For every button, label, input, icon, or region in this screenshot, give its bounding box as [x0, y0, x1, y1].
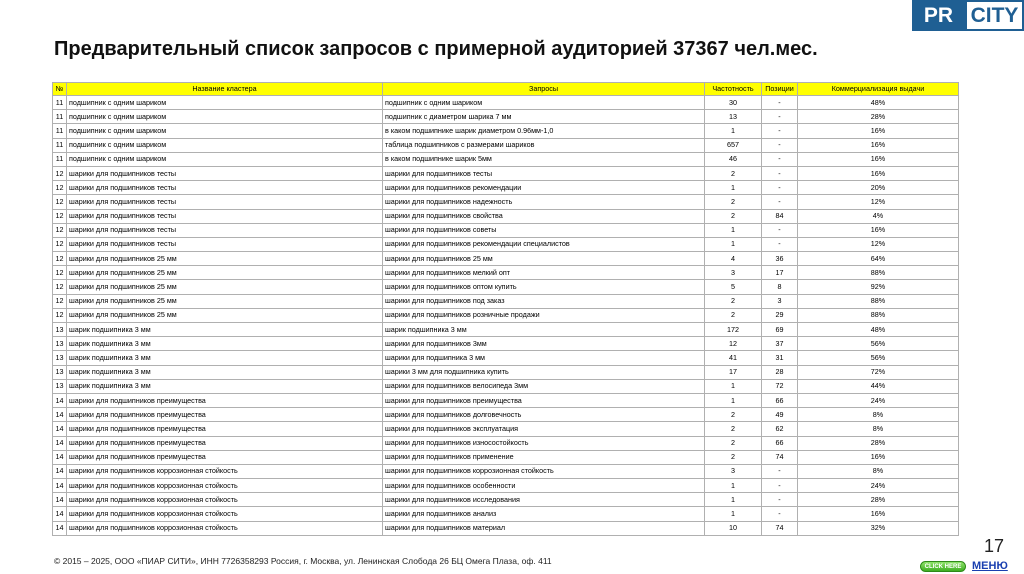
cell-cluster: шарик подшипника 3 мм [67, 323, 383, 337]
cell-number: 12 [53, 181, 67, 195]
cell-cluster: шарики для подшипников 25 мм [67, 308, 383, 322]
cell-number: 12 [53, 294, 67, 308]
cell-commercial: 20% [798, 181, 959, 195]
cell-commercial: 8% [798, 408, 959, 422]
table-row [53, 308, 959, 322]
cell-frequency: 1 [705, 237, 762, 251]
cell-number: 12 [53, 166, 67, 180]
cell-position: - [762, 124, 798, 138]
cell-cluster: шарики для подшипников коррозионная стойкость [67, 521, 383, 535]
cell-commercial: 56% [798, 351, 959, 365]
cell-cluster: шарик подшипника 3 мм [67, 379, 383, 393]
table-row [53, 223, 959, 237]
cell-commercial: 8% [798, 422, 959, 436]
cell-commercial: 88% [798, 308, 959, 322]
cell-frequency: 1 [705, 379, 762, 393]
cell-position: - [762, 152, 798, 166]
cell-commercial: 28% [798, 493, 959, 507]
cell-commercial: 8% [798, 464, 959, 478]
cell-frequency: 2 [705, 166, 762, 180]
cell-number: 12 [53, 209, 67, 223]
cell-query: шарики для подшипников исследования [383, 493, 705, 507]
cell-cluster: шарики для подшипников тесты [67, 195, 383, 209]
table-row [53, 323, 959, 337]
cell-cluster: шарики для подшипников преимущества [67, 436, 383, 450]
cell-number: 14 [53, 521, 67, 535]
cell-position: - [762, 96, 798, 110]
cell-frequency: 1 [705, 124, 762, 138]
cell-position: 66 [762, 393, 798, 407]
cell-query: таблица подшипников с размерами шариков [383, 138, 705, 152]
table-row [53, 237, 959, 251]
cell-position: 37 [762, 337, 798, 351]
cell-position: - [762, 195, 798, 209]
cell-position: 62 [762, 422, 798, 436]
cell-frequency: 17 [705, 365, 762, 379]
col-header-commercial: Коммерциализация выдачи [798, 83, 959, 96]
cell-position: 31 [762, 351, 798, 365]
cell-query: шарики для подшипников рекомендации [383, 181, 705, 195]
cell-query: шарики для подшипников велосипеда 3мм [383, 379, 705, 393]
cell-position: 8 [762, 280, 798, 294]
cell-query: шарики для подшипников под заказ [383, 294, 705, 308]
cell-position: - [762, 181, 798, 195]
cell-position: 72 [762, 379, 798, 393]
col-header-cluster: Название кластера [67, 83, 383, 96]
table-row [53, 209, 959, 223]
page-title: Предварительный список запросов с примерной аудиторией 37367 чел.мес. [54, 38, 818, 60]
cell-commercial: 88% [798, 266, 959, 280]
cell-number: 12 [53, 308, 67, 322]
cell-position: - [762, 110, 798, 124]
table-row [53, 152, 959, 166]
cell-commercial: 4% [798, 209, 959, 223]
cell-position: - [762, 493, 798, 507]
cell-query: подшипник с диаметром шарика 7 мм [383, 110, 705, 124]
cell-number: 14 [53, 393, 67, 407]
cell-query: шарики для подшипников коррозионная стойкость [383, 464, 705, 478]
cell-frequency: 4 [705, 252, 762, 266]
cell-number: 12 [53, 223, 67, 237]
table-row [53, 110, 959, 124]
cell-commercial: 64% [798, 252, 959, 266]
logo-pr: PR [912, 0, 965, 31]
cell-cluster: шарики для подшипников коррозионная стойкость [67, 507, 383, 521]
cell-position: 74 [762, 450, 798, 464]
cell-commercial: 12% [798, 195, 959, 209]
cell-frequency: 3 [705, 266, 762, 280]
cell-commercial: 28% [798, 110, 959, 124]
cell-frequency: 46 [705, 152, 762, 166]
cell-commercial: 28% [798, 436, 959, 450]
cell-number: 14 [53, 436, 67, 450]
cell-number: 13 [53, 323, 67, 337]
cell-frequency: 1 [705, 393, 762, 407]
cell-cluster: шарик подшипника 3 мм [67, 337, 383, 351]
cell-number: 14 [53, 408, 67, 422]
click-here-button[interactable]: CLICK HERE [920, 561, 966, 572]
cell-number: 11 [53, 110, 67, 124]
cell-query: шарики для подшипников преимущества [383, 393, 705, 407]
cell-commercial: 16% [798, 166, 959, 180]
cell-number: 12 [53, 195, 67, 209]
cell-frequency: 1 [705, 507, 762, 521]
cell-frequency: 10 [705, 521, 762, 535]
table-row [53, 422, 959, 436]
cell-number: 14 [53, 450, 67, 464]
cell-number: 11 [53, 152, 67, 166]
cell-commercial: 16% [798, 152, 959, 166]
cell-frequency: 657 [705, 138, 762, 152]
cell-query: в каком подшипнике шарик 5мм [383, 152, 705, 166]
table-row [53, 379, 959, 393]
cell-position: 84 [762, 209, 798, 223]
col-header-number: № [53, 83, 67, 96]
cell-commercial: 16% [798, 124, 959, 138]
cell-cluster: подшипник с одним шариком [67, 110, 383, 124]
cell-cluster: шарики для подшипников 25 мм [67, 294, 383, 308]
table-row [53, 266, 959, 280]
cell-cluster: шарики для подшипников преимущества [67, 393, 383, 407]
cell-frequency: 1 [705, 223, 762, 237]
cell-frequency: 2 [705, 436, 762, 450]
cell-position: 17 [762, 266, 798, 280]
table-row [53, 280, 959, 294]
cell-query: шарики для подшипников тесты [383, 166, 705, 180]
cell-position: - [762, 166, 798, 180]
table-header-row [53, 83, 959, 96]
table-row [53, 507, 959, 521]
logo-city: CITY [965, 0, 1024, 31]
cell-cluster: подшипник с одним шариком [67, 138, 383, 152]
cell-commercial: 44% [798, 379, 959, 393]
cell-cluster: шарики для подшипников коррозионная стойкость [67, 493, 383, 507]
cell-frequency: 2 [705, 308, 762, 322]
cell-query: шарики для подшипников особенности [383, 479, 705, 493]
cell-position: - [762, 464, 798, 478]
table-row [53, 450, 959, 464]
cell-commercial: 24% [798, 479, 959, 493]
cell-position: - [762, 237, 798, 251]
cell-cluster: шарики для подшипников 25 мм [67, 266, 383, 280]
cell-number: 13 [53, 351, 67, 365]
table-row [53, 96, 959, 110]
cell-cluster: шарики для подшипников преимущества [67, 422, 383, 436]
cell-query: шарики для подшипников свойства [383, 209, 705, 223]
cell-position: 28 [762, 365, 798, 379]
cell-cluster: шарики для подшипников 25 мм [67, 280, 383, 294]
cell-frequency: 13 [705, 110, 762, 124]
cell-query: шарики для подшипников материал [383, 521, 705, 535]
cell-position: - [762, 223, 798, 237]
cell-frequency: 12 [705, 337, 762, 351]
company-logo [912, 0, 1024, 31]
cell-cluster: шарики для подшипников тесты [67, 166, 383, 180]
cell-query: шарики для подшипников эксплуатация [383, 422, 705, 436]
cell-number: 12 [53, 237, 67, 251]
col-header-query: Запросы [383, 83, 705, 96]
table-row [53, 479, 959, 493]
cell-number: 12 [53, 280, 67, 294]
page-number: 17 [983, 536, 1004, 556]
cell-query: шарики для подшипников советы [383, 223, 705, 237]
cell-cluster: шарики для подшипников тесты [67, 223, 383, 237]
cell-frequency: 2 [705, 422, 762, 436]
cell-position: 66 [762, 436, 798, 450]
cell-number: 13 [53, 337, 67, 351]
footer-copyright: © 2015 – 2025, ООО «ПИАР СИТИ», ИНН 7726358293 Россия, г. Москва, ул. Ленинская Слобода 26 БЦ Омега Плаза, оф. 411 [54, 556, 552, 566]
cell-cluster: шарик подшипника 3 мм [67, 351, 383, 365]
cell-query: шарики для подшипников износостойкость [383, 436, 705, 450]
cell-commercial: 16% [798, 138, 959, 152]
cell-query: в каком подшипнике шарик диаметром 0.96мм-1,0 [383, 124, 705, 138]
table-body [53, 96, 959, 536]
cell-position: 69 [762, 323, 798, 337]
cell-commercial: 92% [798, 280, 959, 294]
cell-cluster: шарики для подшипников тесты [67, 237, 383, 251]
cell-position: - [762, 138, 798, 152]
table-row [53, 521, 959, 535]
table-row [53, 337, 959, 351]
cell-cluster: шарики для подшипников тесты [67, 181, 383, 195]
cell-commercial: 16% [798, 450, 959, 464]
cell-commercial: 16% [798, 223, 959, 237]
cell-frequency: 1 [705, 479, 762, 493]
cell-cluster: шарик подшипника 3 мм [67, 365, 383, 379]
table-row [53, 493, 959, 507]
cell-query: шарики для подшипников мелкий опт [383, 266, 705, 280]
cell-cluster: шарики для подшипников коррозионная стойкость [67, 479, 383, 493]
cell-query: шарик подшипника 3 мм [383, 323, 705, 337]
cell-number: 12 [53, 266, 67, 280]
table-row [53, 181, 959, 195]
cell-query: шарики для подшипников анализ [383, 507, 705, 521]
cell-commercial: 12% [798, 237, 959, 251]
col-header-position: Позиции [762, 83, 798, 96]
cell-frequency: 2 [705, 195, 762, 209]
cell-number: 14 [53, 493, 67, 507]
cell-query: шарики для подшипников рекомендации специалистов [383, 237, 705, 251]
cell-position: - [762, 479, 798, 493]
queries-table [52, 82, 959, 536]
table-row [53, 351, 959, 365]
cell-number: 11 [53, 96, 67, 110]
cell-commercial: 56% [798, 337, 959, 351]
table-row [53, 436, 959, 450]
table-row [53, 195, 959, 209]
table-row [53, 252, 959, 266]
cell-cluster: подшипник с одним шариком [67, 124, 383, 138]
cell-frequency: 2 [705, 209, 762, 223]
table-row [53, 365, 959, 379]
cell-query: шарики для подшипника 3 мм [383, 351, 705, 365]
cell-number: 13 [53, 365, 67, 379]
cell-frequency: 1 [705, 493, 762, 507]
cell-frequency: 41 [705, 351, 762, 365]
cell-frequency: 1 [705, 181, 762, 195]
cell-cluster: шарики для подшипников преимущества [67, 450, 383, 464]
cell-number: 14 [53, 507, 67, 521]
cell-number: 11 [53, 124, 67, 138]
cell-number: 14 [53, 422, 67, 436]
cell-cluster: шарики для подшипников преимущества [67, 408, 383, 422]
cell-query: шарики для подшипников оптом купить [383, 280, 705, 294]
cell-cluster: подшипник с одним шариком [67, 96, 383, 110]
table-row [53, 124, 959, 138]
table-row [53, 393, 959, 407]
cell-commercial: 72% [798, 365, 959, 379]
cell-commercial: 48% [798, 96, 959, 110]
cell-commercial: 24% [798, 393, 959, 407]
cell-number: 14 [53, 464, 67, 478]
cell-query: шарики для подшипников 25 мм [383, 252, 705, 266]
cell-frequency: 30 [705, 96, 762, 110]
cell-query: шарики для подшипников применение [383, 450, 705, 464]
cell-number: 14 [53, 479, 67, 493]
table-row [53, 138, 959, 152]
cell-query: шарики 3 мм для подшипника купить [383, 365, 705, 379]
table-row [53, 294, 959, 308]
cell-frequency: 2 [705, 294, 762, 308]
cell-frequency: 2 [705, 408, 762, 422]
cell-query: шарики для подшипников розничные продажи [383, 308, 705, 322]
cell-commercial: 88% [798, 294, 959, 308]
cell-cluster: подшипник с одним шариком [67, 152, 383, 166]
cell-commercial: 48% [798, 323, 959, 337]
cell-frequency: 2 [705, 450, 762, 464]
cell-frequency: 172 [705, 323, 762, 337]
cell-cluster: шарики для подшипников тесты [67, 209, 383, 223]
cell-position: 74 [762, 521, 798, 535]
cell-position: 29 [762, 308, 798, 322]
cell-cluster: шарики для подшипников коррозионная стойкость [67, 464, 383, 478]
menu-link[interactable]: МЕНЮ [972, 560, 1008, 572]
table-row [53, 464, 959, 478]
cell-query: шарики для подшипников 3мм [383, 337, 705, 351]
cell-query: шарики для подшипников надежность [383, 195, 705, 209]
cell-cluster: шарики для подшипников 25 мм [67, 252, 383, 266]
cell-query: шарики для подшипников долговечность [383, 408, 705, 422]
cell-number: 13 [53, 379, 67, 393]
cell-position: 3 [762, 294, 798, 308]
cell-commercial: 16% [798, 507, 959, 521]
cell-number: 12 [53, 252, 67, 266]
cell-frequency: 3 [705, 464, 762, 478]
cell-position: 49 [762, 408, 798, 422]
col-header-frequency: Частотность [705, 83, 762, 96]
cell-commercial: 32% [798, 521, 959, 535]
cell-position: - [762, 507, 798, 521]
cell-query: подшипник с одним шариком [383, 96, 705, 110]
cell-number: 11 [53, 138, 67, 152]
table-row [53, 166, 959, 180]
cell-position: 36 [762, 252, 798, 266]
cell-frequency: 5 [705, 280, 762, 294]
table-row [53, 408, 959, 422]
